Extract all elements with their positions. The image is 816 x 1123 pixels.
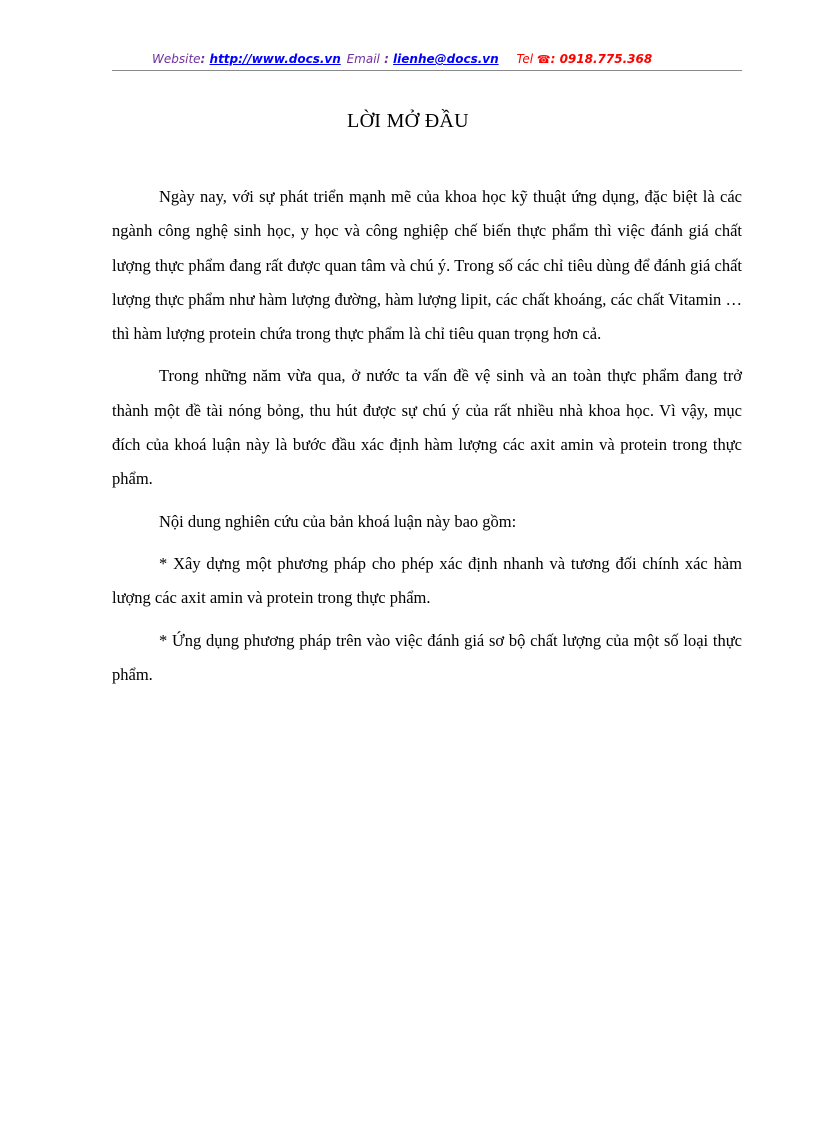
paragraph: Nội dung nghiên cứu của bản khoá luận này bao gồm:: [159, 511, 517, 531]
phone-icon: ☎: [536, 53, 551, 66]
paragraph: Trong những năm vừa qua, ở nước ta vấn đề vệ sinh và an toàn thực phẩm đang trở thành một đề tài nóng bỏng, thu hút được sự chú ý của rất nhiều nhà khoa học. Vì vậy, mục đích của khoá luận này là bước đầu xác định hàm lượng các axit amin và protein trong thực phẩm.: [112, 366, 742, 489]
header-divider: [112, 70, 742, 71]
document-body: [112, 180, 742, 700]
website-label: Website: [152, 52, 201, 66]
paragraph: * Ứng dụng phương pháp trên vào việc đánh giá sơ bộ chất lượng của một số loại thực phẩm.: [112, 630, 742, 684]
email-link[interactable]: lienhe@docs.vn: [393, 52, 499, 66]
email-label: Email: [346, 52, 380, 66]
tel-number: : 0918.775.368: [550, 52, 653, 66]
header-contact-row: [152, 52, 652, 66]
email-separator: :: [379, 52, 394, 66]
page-header: [112, 50, 742, 72]
tel-label: Tel: [516, 52, 534, 66]
page-title: LỜI MỞ ĐẦU: [347, 110, 469, 132]
website-separator: :: [200, 52, 210, 66]
website-link[interactable]: http://www.docs.vn: [209, 52, 341, 66]
paragraph: Ngày nay, với sự phát triển mạnh mẽ của khoa học kỹ thuật ứng dụng, đặc biệt là các ngành công nghệ sinh học, y học và công nghiệp chế biến thực phẩm thì việc đánh giá chất lượng thực phẩm đang rất được quan tâm và chú ý. Trong số các chỉ tiêu dùng để đánh giá chất lượng thực phẩm như hàm lượng đường, hàm lượng lipit, các chất khoáng, các chất Vitamin … thì hàm lượng protein chứa trong thực phẩm là chỉ tiêu quan trọng hơn cả.: [112, 187, 742, 344]
paragraph: * Xây dựng một phương pháp cho phép xác định nhanh và tương đối chính xác hàm lượng các axit amin và protein trong thực phẩm.: [112, 553, 742, 608]
